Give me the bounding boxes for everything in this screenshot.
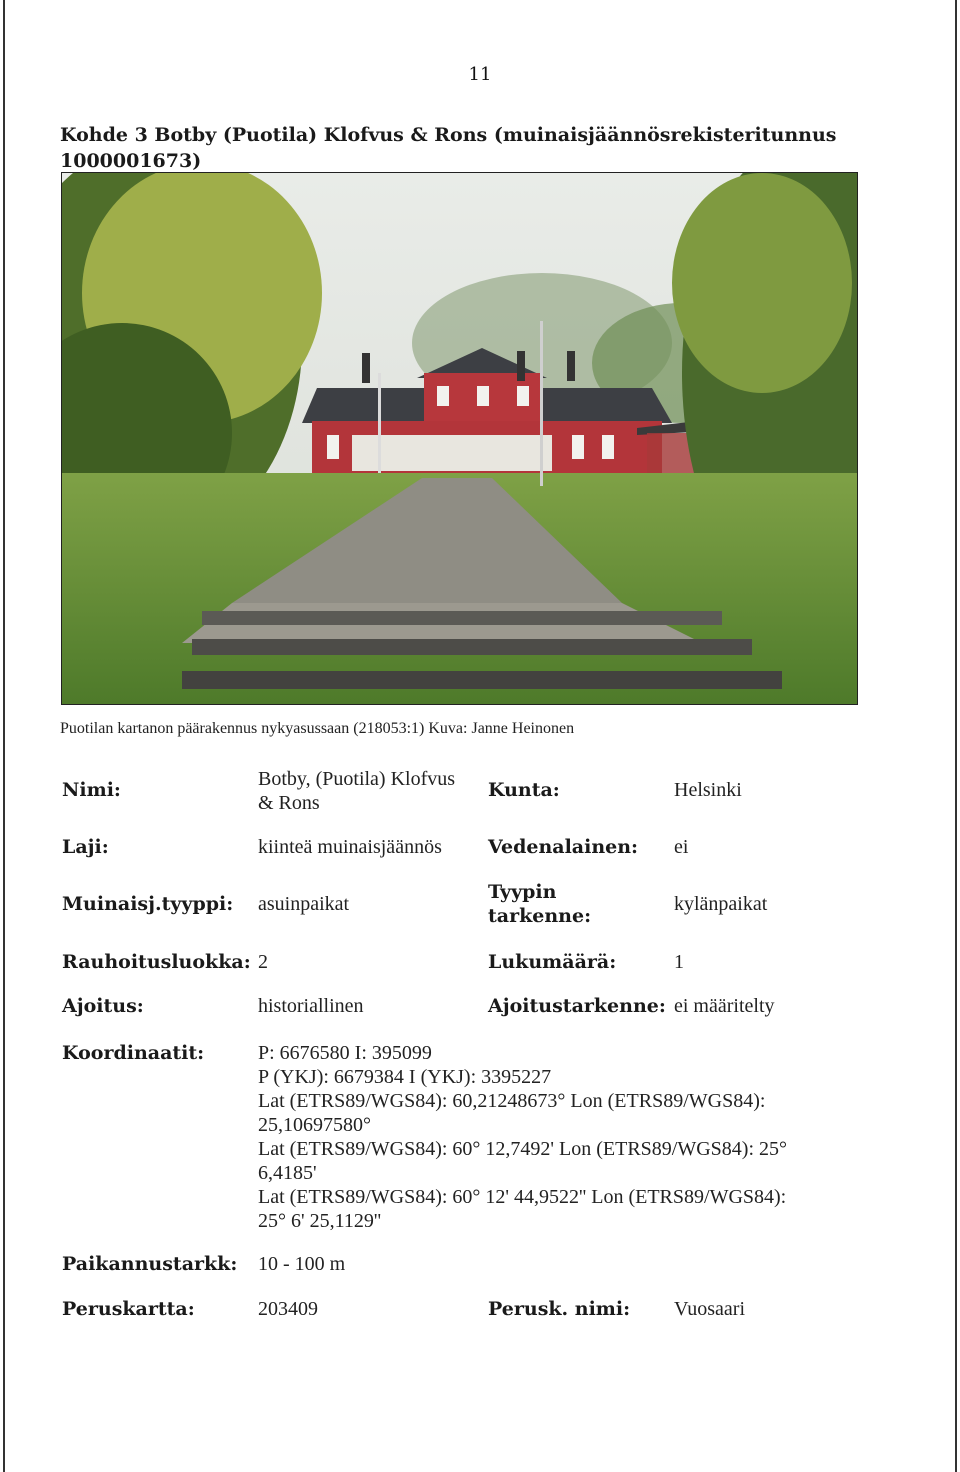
koordinaatit-line: 25° 6' 25,1129'' xyxy=(258,1210,382,1232)
vedenalainen-value: ei xyxy=(674,836,689,858)
koordinaatit-line: Lat (ETRS89/WGS84): 60° 12' 44,9522'' Lon (ETRS89/WGS84): xyxy=(258,1186,787,1208)
paikannus-label: Paikannustarkk: xyxy=(62,1253,238,1275)
koordinaatit-line: P (YKJ): 6679384 I (YKJ): 3395227 xyxy=(258,1066,552,1088)
page-border-right xyxy=(955,0,957,1472)
peruskartta-value: 203409 xyxy=(258,1298,318,1320)
ajoitus-value: historiallinen xyxy=(258,995,364,1017)
ajoitustarkenne-label: Ajoitustarkenne: xyxy=(488,995,666,1017)
tyyppi-value: asuinpaikat xyxy=(258,893,350,915)
laji-label: Laji: xyxy=(62,836,109,858)
paikannus-value: 10 - 100 m xyxy=(258,1253,346,1275)
koordinaatit-line: Lat (ETRS89/WGS84): 60,21248673° Lon (ETRS89/WGS84): xyxy=(258,1090,766,1112)
page-number: 11 xyxy=(468,64,492,85)
koordinaatit-line: Lat (ETRS89/WGS84): 60° 12,7492' Lon (ETRS89/WGS84): 25° xyxy=(258,1138,788,1160)
rauhoitus-value: 2 xyxy=(258,951,268,973)
perusk-nimi-label: Perusk. nimi: xyxy=(488,1298,631,1320)
tarkenne-value: kylänpaikat xyxy=(674,893,768,915)
peruskartta-label: Peruskartta: xyxy=(62,1298,195,1320)
nimi-value-line1: Botby, (Puotila) Klofvus xyxy=(258,768,456,790)
koordinaatit-line: P: 6676580 I: 395099 xyxy=(258,1042,432,1064)
nimi-value-line2: & Rons xyxy=(258,792,320,814)
koordinaatit-line: 6,4185' xyxy=(258,1162,317,1184)
koordinaatit-label: Koordinaatit: xyxy=(62,1042,205,1064)
ajoitus-label: Ajoitus: xyxy=(62,995,144,1017)
koordinaatit-line: 25,10697580° xyxy=(258,1114,371,1136)
page-border-left xyxy=(3,0,5,1472)
manor-photo xyxy=(61,172,858,705)
rauhoitus-label: Rauhoitusluokka: xyxy=(62,951,251,973)
manor-photo-illustration xyxy=(62,173,857,704)
tarkenne-label-line2: tarkenne: xyxy=(488,905,592,927)
laji-value: kiinteä muinaisjäännös xyxy=(258,836,442,858)
perusk-nimi-value: Vuosaari xyxy=(674,1298,745,1320)
nimi-label: Nimi: xyxy=(62,779,121,801)
kunta-label: Kunta: xyxy=(488,779,560,801)
page-title: Kohde 3 Botby (Puotila) Klofvus & Rons (muinaisjäännösrekisteritunnus 1000001673) xyxy=(60,124,837,172)
lukumaara-value: 1 xyxy=(674,951,684,973)
koordinaatit-values xyxy=(258,1041,898,1233)
tyyppi-label: Muinaisj.tyyppi: xyxy=(62,893,234,915)
tarkenne-label-line1: Tyypin xyxy=(488,881,557,903)
ajoitustarkenne-value: ei määritelty xyxy=(674,995,775,1017)
photo-caption: Puotilan kartanon päärakennus nykyasussaan (218053:1) Kuva: Janne Heinonen xyxy=(60,720,575,737)
lukumaara-label: Lukumäärä: xyxy=(488,951,617,973)
kunta-value: Helsinki xyxy=(674,779,742,801)
vedenalainen-label: Vedenalainen: xyxy=(488,836,639,858)
